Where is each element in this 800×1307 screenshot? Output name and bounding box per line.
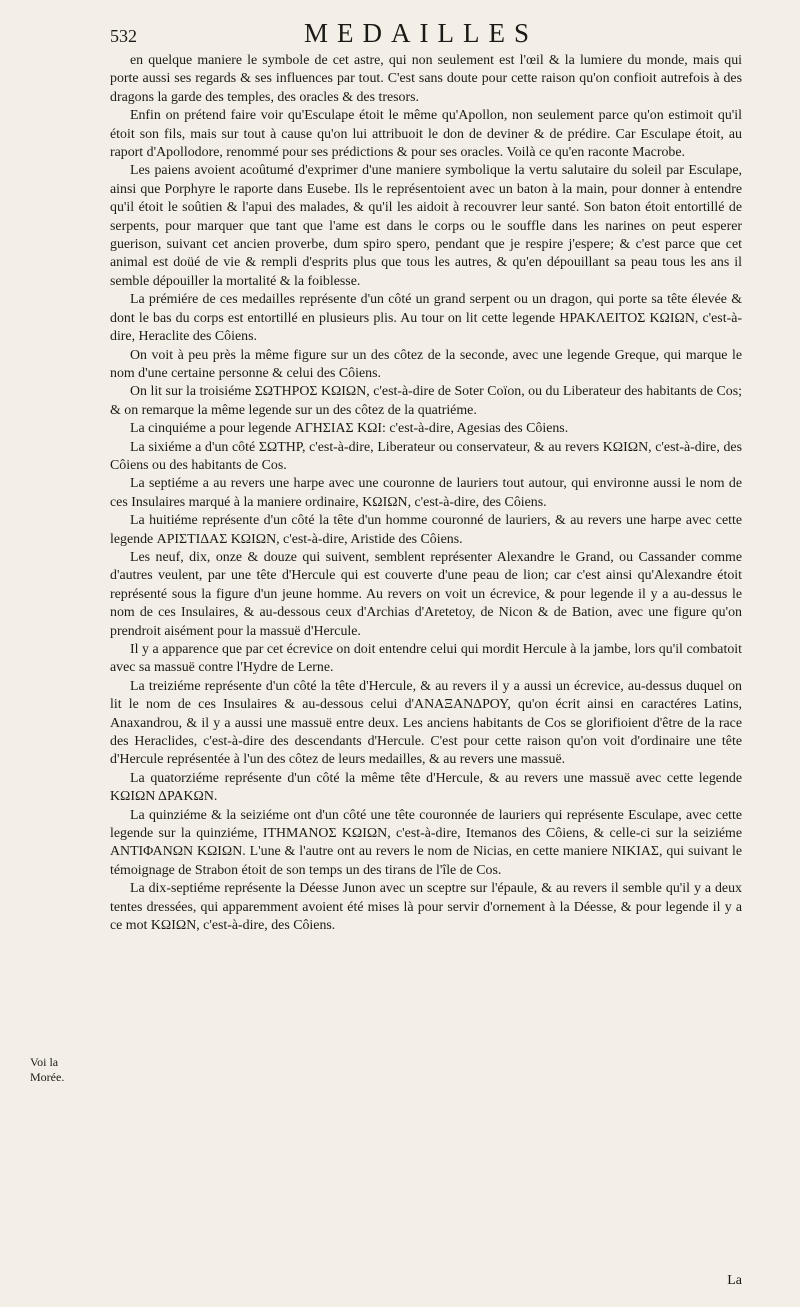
paragraph: Les paiens avoient acoûtumé d'exprimer d'une maniere symbolique la vertu salutaire du soleil par Esculape, ainsi que Porphyre le raporte dans Eusebe. Ils le représentoient avec un baton à la main, pour donner à entendre qu'il étoit le soûtien & l'apui des malades, & qu'il les aidoit à recouvrer leur santé. Son baton étoit entortillé de serpents, pour marquer que tant que l'ame est dans le corps ou le souffle dans les narines on peut esperer guerison, suivant cet ancien proverbe, dum spiro spero, pendant que je respire j'espere; & c'est parce que cet animal est doüé de vie & rempli d'esprits plus que tous les autres, & qu'en dépouillant sa peau tous les ans il semble dépouiller la mortalité & la foiblesse. (110, 163, 742, 289)
paragraph: en quelque maniere le symbole de cet astre, qui non seulement est l'œil & la lumiere du monde, mais qui porte aussi ses regards & ses influences par tout. C'est sans doute pour cette raison qu'on confioit autrefois à des dragons la garde des temples, des oracles & des tresors. (110, 53, 742, 105)
paragraph: La cinquiéme a pour legende ΑΓΗΣΙΑΣ ΚΩΙ: c'est-à-dire, Agesias des Côiens. (130, 421, 569, 437)
paragraph: La huitiéme représente d'un côté la tête d'un homme couronné de lauriers, & au revers une harpe avec cette legende ΑΡΙΣΤΙΔΑΣ ΚΩΙΩΝ, c'est-à-dire, Aristide des Côiens. (110, 513, 742, 547)
page-number: 532 (110, 26, 137, 46)
paragraph: On voit à peu près la même figure sur un des côtez de la seconde, avec une legende Greque, qui marque le nom d'une certaine personne & celui des Côiens. (110, 347, 742, 381)
paragraph: Enfin on prétend faire voir qu'Esculape étoit le même qu'Apollon, non seulement parce qu'on estimoit qu'il étoit son fils, mais sur tout à cause qu'on lui attribuoit le don de deviner & de prédire. Car Esculape étoit, au raport d'Apollodore, renommé pour ses prédictions & pour ses oracles. Voilà ce qu'en raconte Macrobe. (110, 108, 742, 161)
paragraph: La septiéme a au revers une harpe avec une couronne de lauriers tout autour, qui environne aussi le nom de ces Insulaires marqué à la maniere ordinaire, ΚΩΙΩΝ, c'est-à-dire, des Côiens. (110, 476, 742, 510)
body-text (110, 52, 742, 936)
paragraph: La quinziéme & la seiziéme ont d'un côté une tête couronnée de lauriers qui représente Esculape, avec cette legende sur la quinziéme, ΙΤΗΜΑΝΟΣ ΚΩΙΩΝ, c'est-à-dire, Itemanos des Côiens, & celle-ci sur la seiziéme ΑΝΤΙΦΑΝΩΝ ΚΩΙΩΝ. L'une & l'autre ont au revers le nom de Nicias, en cette maniere ΝΙΚΙΑΣ, qui suivant le témoignage de Strabon étoit de son temps un des tirans de l'île de Cos. (110, 807, 742, 878)
paragraph: La dix-septiéme représente la Déesse Junon avec un sceptre sur l'épaule, & au revers il semble qu'il y a deux tentes dressées, qui apparemment avoient été mises là pour servir d'ornement à la Déesse, & pour legende il y a ce mot ΚΩΙΩΝ, c'est-à-dire, des Côiens. (110, 881, 742, 934)
page-header (110, 18, 742, 52)
margin-note: Voi la Morée. (30, 1055, 65, 1084)
running-title: MEDAILLES (304, 18, 538, 48)
paragraph: La treiziéme représente d'un côté la tête d'Hercule, & au revers il y a aussi un écrevice, au-dessus duquel on lit le nom de ces Insulaires & au-dessous celui d'ΑΝΑΞΑΝΔΡΟΥ, qu'on écrit ainsi en caractéres Latins, Anaxandrou, & il y a aussi une massuë entre deux. Les anciens habitants de Cos se glorifioient d'être de la race des Heraclides, c'est-à-dire des descendants d'Hercule. C'est pour cette raison qu'on voit d'ordinaire une tête d'Hercule représentée à l'un des côtez de leurs medailles, & au revers une massuë. (110, 678, 742, 768)
paragraph: La quatorziéme représente d'un côté la même tête d'Hercule, & au revers une massuë avec cette legende ΚΩΙΩΝ ΔΡΑΚΩΝ. (110, 770, 742, 805)
paragraph: La prémiére de ces medailles représente d'un côté un grand serpent ou un dragon, qui porte sa tête élevée & dont le bas du corps est entortillé en plusieurs plis. Au tour on lit cette legende ΗΡΑΚΛΕΙΤΟΣ ΚΩΙΩΝ, c'est-à-dire, Heraclite des Côiens. (110, 292, 742, 345)
paragraph: On lit sur la troisiéme ΣΩΤΗΡΟΣ ΚΩΙΩΝ, c'est-à-dire de Soter Coïon, ou du Liberateur des habitants de Cos; & on remarque la même legende sur un des côtez de la quatriéme. (110, 384, 742, 418)
paragraph: Les neuf, dix, onze & douze qui suivent, semblent représenter Alexandre le Grand, ou Cassander comme d'autres veulent, par une tête d'Hercule qui est couverte d'une peau de lion; car c'est ainsi qu'Alexandre étoit représenté sous la figure d'un jeune homme. Au revers on voit un écrevice, & pour legende il y a au-dessus le nom de ces Insulaires, & au-dessous ceux d'Archias d'Aretetoy, de Nicon & de Bation, avec une figure qu'on prendroit aisément pour la massuë d'Hercule. (110, 549, 742, 639)
paragraph: La sixiéme a d'un côté ΣΩΤΗΡ, c'est-à-dire, Liberateur ou conservateur, & au revers ΚΩΙΩΝ, c'est-à-dire, des Côiens ou des habitants de Cos. (110, 439, 742, 473)
catchword: La (727, 1273, 742, 1288)
paragraph: Il y a apparence que par cet écrevice on doit entendre celui qui mordit Hercule à la jambe, lors qu'il combatoit avec sa massuë contre l'Hydre de Lerne. (110, 642, 742, 676)
